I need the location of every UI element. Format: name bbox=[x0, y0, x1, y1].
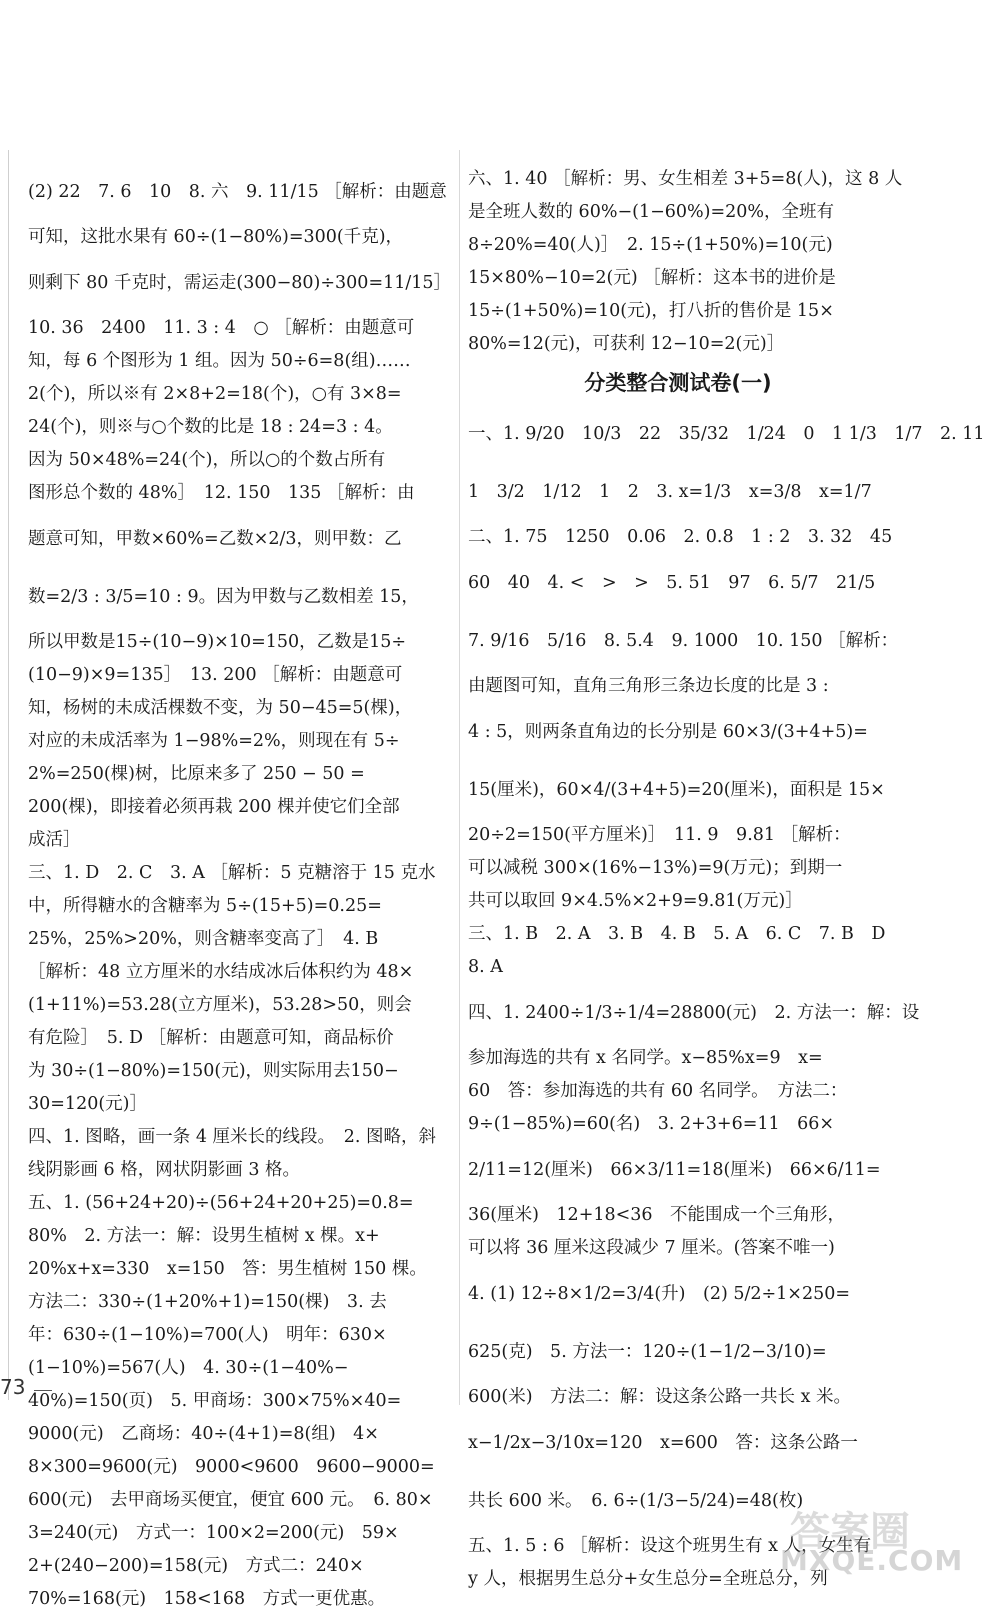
text-line: 二、1. 75 1250 0.06 2. 0.8 1 : 2 3. 32 45 bbox=[468, 527, 893, 547]
text-line: 2%=250(棵)树，比原来多了 250 − 50 = bbox=[28, 764, 365, 784]
text-line: 600(米) 方法二：解：设这条公路一共长 x 米。 bbox=[468, 1387, 852, 1407]
text-line: 80% 2. 方法一：解：设男生植树 x 棵。x+ bbox=[28, 1226, 380, 1246]
text-line: 中，所得糖水的含糖率为 5÷(15+5)=0.25= bbox=[28, 896, 382, 916]
text-line: 70%=168(元) 158<168 方式一更优惠。 bbox=[28, 1589, 386, 1609]
text-line: 10. 36 2400 11. 3 : 4 ○ ［解析：由题意可 bbox=[28, 318, 415, 338]
text-line: 1 3/2 1/12 1 2 3. x=1/3 x=3/8 x=1/7 bbox=[468, 482, 872, 502]
text-line: 知，杨树的未成活棵数不变，为 50−45=5(棵)， bbox=[28, 698, 413, 718]
text-line: 9000(元) 乙商场：40÷(4+1)=8(组) 4× bbox=[28, 1424, 379, 1444]
text-line: 一、1. 9/20 10/3 22 35/32 1/24 0 1 1/3 1/7 2. 11 bbox=[468, 424, 985, 444]
text-line: 9÷(1−85%)=60(名) 3. 2+3+6=11 66× bbox=[468, 1114, 835, 1134]
text-line: 数=2/3 : 3/5=10 : 9。因为甲数与乙数相差 15， bbox=[28, 587, 419, 607]
text-line: 共可以取回 9×4.5%×2+9=9.81(万元)］ bbox=[468, 891, 803, 911]
text-line: 由题图可知，直角三角形三条边长度的比是 3 : bbox=[468, 676, 829, 696]
text-line: 图形总个数的 48%］ 12. 150 135 ［解析：由 bbox=[28, 483, 415, 503]
text-line: 对应的未成活率为 1−98%=2%，则现在有 5÷ bbox=[28, 731, 400, 751]
text-line: 40%)=150(页) 5. 甲商场：300×75%×40= bbox=[28, 1391, 402, 1411]
text-line: 五、1. 5 : 6 ［解析：设这个班男生有 x 人，女生有 bbox=[468, 1536, 872, 1556]
text-line: x−1/2x−3/10x=120 x=600 答：这条公路一 bbox=[468, 1433, 858, 1453]
text-line: 7. 9/16 5/16 8. 5.4 9. 1000 10. 150 ［解析： bbox=[468, 631, 899, 651]
column-divider bbox=[459, 150, 460, 1405]
text-line: 题意可知，甲数×60%=乙数×2/3，则甲数：乙 bbox=[28, 529, 402, 549]
text-line: (10−9)×9=135］ 13. 200 ［解析：由题意可 bbox=[28, 665, 403, 685]
text-line: 三、1. B 2. A 3. B 4. B 5. A 6. C 7. B D bbox=[468, 924, 886, 944]
text-line: 所以甲数是15÷(10−9)×10=150，乙数是15÷ bbox=[28, 632, 407, 652]
text-line: 共长 600 米。 6. 6÷(1/3−5/24)=48(枚) bbox=[468, 1491, 804, 1511]
text-line: 四、1. 2400÷1/3÷1/4=28800(元) 2. 方法一：解：设 bbox=[468, 1003, 920, 1023]
text-line: 8÷20%=40(人)］ 2. 15÷(1+50%)=10(元) bbox=[468, 235, 833, 255]
text-line: 为 30÷(1−80%)=150(元)，则实际用去150− bbox=[28, 1061, 399, 1081]
text-line: 可以将 36 厘米这段减少 7 厘米。(答案不唯一) bbox=[468, 1238, 835, 1258]
text-line: y 人，根据男生总分+女生总分=全班总分，列 bbox=[468, 1569, 828, 1589]
text-line: 方法二：330÷(1+20%+1)=150(棵) 3. 去 bbox=[28, 1292, 387, 1312]
text-line: 是全班人数的 60%−(1−60%)=20%，全班有 bbox=[468, 202, 835, 222]
text-line: 15×80%−10=2(元) ［解析：这本书的进价是 bbox=[468, 268, 836, 288]
text-line: (1−10%)=567(人) 4. 30÷(1−40%− bbox=[28, 1358, 349, 1378]
text-line: 五、1. (56+24+20)÷(56+24+20+25)=0.8= bbox=[28, 1193, 414, 1213]
text-line: 15(厘米)，60×4/(3+4+5)=20(厘米)，面积是 15× bbox=[468, 780, 885, 800]
text-line: 2(个)，所以※有 2×8+2=18(个)，○有 3×8= bbox=[28, 384, 402, 404]
text-line: 60 答：参加海选的共有 60 名同学。 方法二： bbox=[468, 1081, 848, 1101]
left-margin-rule bbox=[8, 150, 9, 1400]
text-line: 60 40 4. < > > 5. 51 97 6. 5/7 21/5 bbox=[468, 573, 876, 593]
text-line: 20÷2=150(平方厘米)］ 11. 9 9.81 ［解析： bbox=[468, 825, 851, 845]
text-line: 8. A bbox=[468, 957, 503, 977]
text-line: 25%，25%>20%，则含糖率变高了］ 4. B bbox=[28, 929, 379, 949]
text-line: 200(棵)，即接着必须再栽 200 棵并使它们全部 bbox=[28, 797, 400, 817]
text-line: (1+11%)=53.28(立方厘米)，53.28>50，则会 bbox=[28, 995, 412, 1015]
text-line: 知，每 6 个图形为 1 组。因为 50÷6=8(组)…… bbox=[28, 351, 411, 371]
text-line: 成活］ bbox=[28, 830, 81, 850]
text-line: 因为 50×48%=24(个)，所以○的个数占所有 bbox=[28, 450, 386, 470]
text-line: 3=240(元) 方式一：100×2=200(元) 59× bbox=[28, 1523, 399, 1543]
section-title: 分类整合测试卷(一) bbox=[584, 371, 772, 395]
text-line: 六、1. 40 ［解析：男、女生相差 3+5=8(人)，这 8 人 bbox=[468, 169, 903, 189]
text-line: 20%x+x=330 x=150 答：男生植树 150 棵。 bbox=[28, 1259, 427, 1279]
page-number-dash bbox=[34, 1390, 52, 1391]
text-line: 可以减税 300×(16%−13%)=9(万元)；到期一 bbox=[468, 858, 843, 878]
text-line: 4 : 5，则两条直角边的长分别是 60×3/(3+4+5)= bbox=[468, 722, 868, 742]
text-line: 30=120(元)］ bbox=[28, 1094, 147, 1114]
left-column bbox=[28, 163, 458, 1616]
text-line: 线阴影画 6 格，网状阴影画 3 格。 bbox=[28, 1160, 301, 1180]
right-column bbox=[468, 163, 985, 1596]
text-line: 则剩下 80 千克时，需运走(300−80)÷300=11/15］ bbox=[28, 273, 452, 293]
right-column-lower bbox=[468, 405, 985, 1596]
text-line: 36(厘米) 12+18<36 不能围成一个三角形， bbox=[468, 1205, 846, 1225]
text-line: 可知，这批水果有 60÷(1−80%)=300(千克)， bbox=[28, 227, 404, 247]
text-line: 625(克) 5. 方法一：120÷(1−1/2−3/10)= bbox=[468, 1342, 827, 1362]
text-line: 15÷(1+50%)=10(元)，打八折的售价是 15× bbox=[468, 301, 834, 321]
page-number: 73 bbox=[0, 1375, 26, 1399]
text-line: 600(元) 去甲商场买便宜，便宜 600 元。 6. 80× bbox=[28, 1490, 433, 1510]
text-line: 年：630÷(1−10%)=700(人) 明年：630× bbox=[28, 1325, 387, 1345]
text-line: 2+(240−200)=158(元) 方式二：240× bbox=[28, 1556, 364, 1576]
text-line: 参加海选的共有 x 名同学。x−85%x=9 x= bbox=[468, 1048, 823, 1068]
watermark-text-main: 答案圈 bbox=[790, 1509, 910, 1555]
text-line: (2) 22 7. 6 10 8. 六 9. 11/15 ［解析：由题意 bbox=[28, 182, 447, 202]
text-line: 2/11=12(厘米) 66×3/11=18(厘米) 66×6/11= bbox=[468, 1160, 881, 1180]
text-line: 24(个)，则※与○个数的比是 18 : 24=3 : 4。 bbox=[28, 417, 393, 437]
text-line: 四、1. 图略，画一条 4 厘米长的线段。 2. 图略，斜 bbox=[28, 1127, 437, 1147]
text-line: 80%=12(元)，可获利 12−10=2(元)］ bbox=[468, 334, 785, 354]
watermark-text-url: MXQE.COM bbox=[780, 1544, 964, 1577]
right-column-upper bbox=[468, 163, 903, 361]
text-line: 三、1. D 2. C 3. A ［解析：5 克糖溶于 15 克水 bbox=[28, 863, 436, 883]
watermark-logo bbox=[760, 1500, 980, 1590]
text-line: 有危险］ 5. D ［解析：由题意可知，商品标价 bbox=[28, 1028, 394, 1048]
text-line: 8×300=9600(元) 9000<9600 9600−9000= bbox=[28, 1457, 435, 1477]
text-line: ［解析：48 立方厘米的水结成冰后体积约为 48× bbox=[28, 962, 414, 982]
text-line: 4. (1) 12÷8×1/2=3/4(升) (2) 5/2÷1×250= bbox=[468, 1284, 851, 1304]
